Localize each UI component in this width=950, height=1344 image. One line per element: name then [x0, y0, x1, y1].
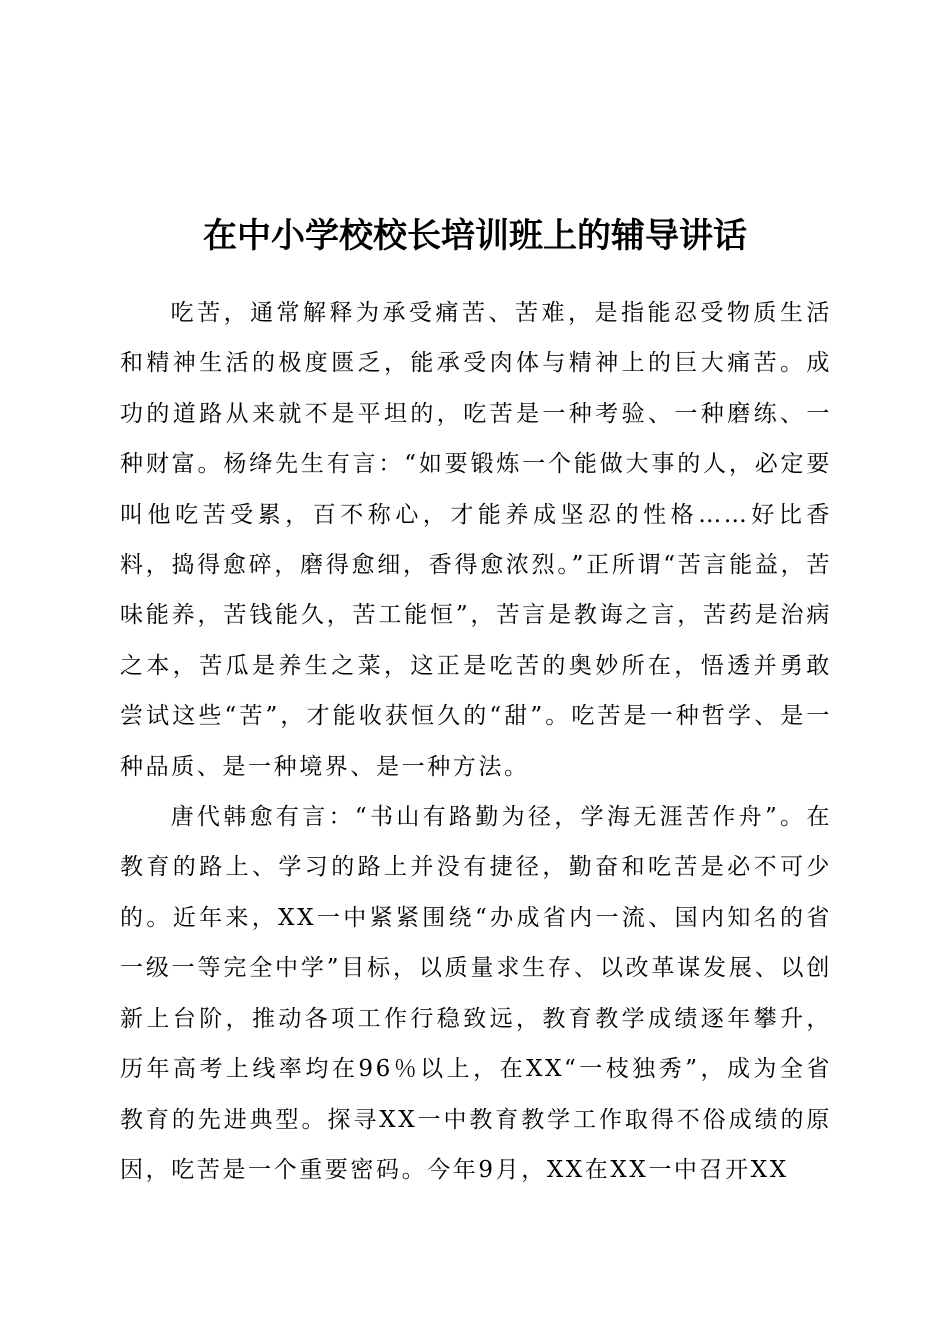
paragraph-2: 唐代韩愈有言：“书山有路勤为径，学海无涯苦作舟”。在教育的路上、学习的路上并没有捷径，勤奋和吃苦是必不可少的。近年来，XX一中紧紧围绕“办成省内一流、国内知名的省一级一等完全中学”目标，以质量求生存、以改革谋发展、以创新上台阶，推动各项工作行稳致远，教育教学成绩逐年攀升，历年高考上线率均在96％以上，在XX“一枝独秀”，成为全省教育的先进典型。探寻XX一中教育教学工作取得不俗成绩的原因，吃苦是一个重要密码。今年9月，XX在XX一中召开XX	[120, 804, 832, 1183]
paragraph-1: 吃苦，通常解释为承受痛苦、苦难，是指能忍受物质生活和精神生活的极度匮乏，能承受肉体与精神上的巨大痛苦。成功的道路从来就不是平坦的，吃苦是一种考验、一种磨练、一种财富。杨绛先生有言：“如要锻炼一个能做大事的人，必定要叫他吃苦受累，百不称心，才能养成坚忍的性格……好比香料，捣得愈碎，磨得愈细，香得愈浓烈。”正所谓“苦言能益，苦味能养，苦钱能久，苦工能恒”，苦言是教诲之言，苦药是治病之本，苦瓜是养生之菜，这正是吃苦的奥妙所在，悟透并勇敢尝试这些“苦”，才能收获恒久的“甜”。吃苦是一种哲学、是一种品质、是一种境界、是一种方法。	[120, 300, 832, 780]
document-title: 在中小学校校长培训班上的辅导讲话	[203, 216, 747, 256]
document-body	[120, 288, 832, 1195]
